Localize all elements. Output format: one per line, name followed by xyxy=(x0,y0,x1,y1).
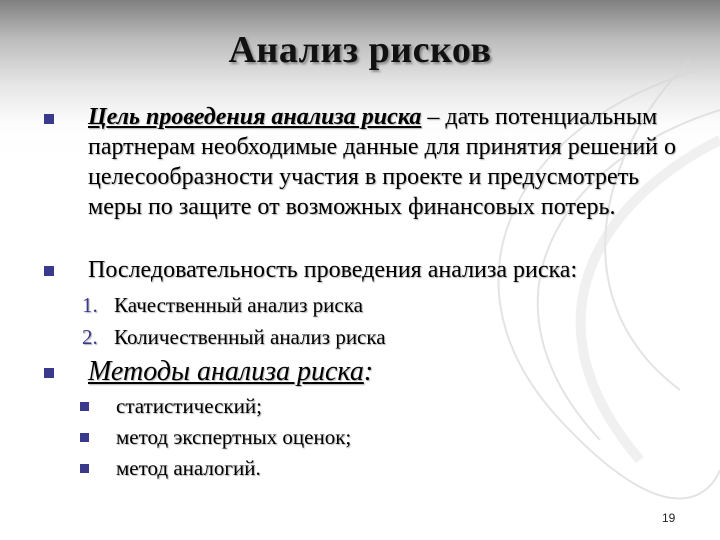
sequence-item xyxy=(82,293,363,317)
sequence-heading: Последовательность проведения анализа риска: xyxy=(88,257,578,283)
slide-title: Анализ рисков xyxy=(228,29,492,71)
goal-paragraph xyxy=(88,102,688,222)
methods-heading xyxy=(88,356,373,388)
bullet-square-icon xyxy=(44,266,54,276)
bullet-square-icon xyxy=(80,464,89,473)
sequence-item-number: 1. xyxy=(82,293,98,317)
method-item: метод аналогий. xyxy=(116,456,261,480)
goal-text: – дать потенциальным партнерам необходимые данные для принятия решений о целесообразности участия в проекте и предусмотреть меры по защите от возможных финансовых потерь. xyxy=(88,104,677,220)
bullet-square-icon xyxy=(80,402,89,411)
sequence-item-number: 2. xyxy=(82,325,98,349)
bullet-square-icon xyxy=(80,433,89,442)
method-item: статистический; xyxy=(116,394,262,418)
bullet-square-icon xyxy=(44,368,54,378)
sequence-item-text: Количественный анализ риска xyxy=(114,325,386,349)
page-number: 19 xyxy=(662,511,676,525)
sequence-item-text: Качественный анализ риска xyxy=(114,293,363,317)
sequence-item xyxy=(82,325,386,349)
methods-heading-lead: Методы анализа риска xyxy=(88,356,364,387)
bullet-square-icon xyxy=(44,114,54,124)
methods-heading-colon: : xyxy=(363,356,374,387)
goal-lead: Цель проведения анализа риска xyxy=(88,104,422,130)
method-item: метод экспертных оценок; xyxy=(116,425,352,449)
